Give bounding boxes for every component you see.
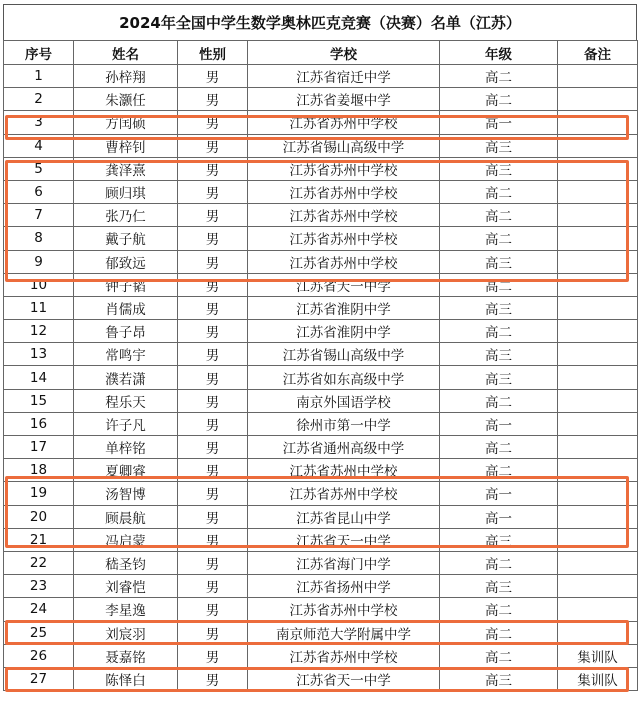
cell-gender: 男 bbox=[178, 296, 248, 319]
cell-gender: 男 bbox=[178, 111, 248, 134]
cell-name: 常鸣宇 bbox=[74, 343, 178, 366]
table-row bbox=[4, 667, 638, 690]
cell-name: 聂嘉铭 bbox=[74, 644, 178, 667]
table-row bbox=[4, 366, 638, 389]
cell-remark bbox=[558, 273, 638, 296]
cell-gender: 男 bbox=[178, 88, 248, 111]
cell-grade: 高二 bbox=[440, 65, 558, 88]
cell-grade: 高二 bbox=[440, 644, 558, 667]
cell-number: 11 bbox=[4, 296, 74, 319]
cell-name: 顾晨航 bbox=[74, 505, 178, 528]
cell-school: 南京师范大学附属中学 bbox=[248, 621, 440, 644]
cell-number: 12 bbox=[4, 320, 74, 343]
cell-name: 嵇圣钧 bbox=[74, 551, 178, 574]
cell-name: 濮若潇 bbox=[74, 366, 178, 389]
cell-remark bbox=[558, 598, 638, 621]
cell-school: 江苏省苏州中学校 bbox=[248, 157, 440, 180]
cell-gender: 男 bbox=[178, 180, 248, 203]
cell-gender: 男 bbox=[178, 459, 248, 482]
table-row bbox=[4, 389, 638, 412]
cell-number: 23 bbox=[4, 575, 74, 598]
cell-grade: 高二 bbox=[440, 621, 558, 644]
cell-number: 22 bbox=[4, 551, 74, 574]
cell-gender: 男 bbox=[178, 575, 248, 598]
table-row bbox=[4, 273, 638, 296]
cell-gender: 男 bbox=[178, 204, 248, 227]
cell-name: 郁致远 bbox=[74, 250, 178, 273]
cell-gender: 男 bbox=[178, 389, 248, 412]
cell-gender: 男 bbox=[178, 667, 248, 690]
cell-number: 6 bbox=[4, 180, 74, 203]
table-row bbox=[4, 482, 638, 505]
table-row bbox=[4, 459, 638, 482]
cell-school: 江苏省苏州中学校 bbox=[248, 111, 440, 134]
roster-sheet bbox=[3, 4, 637, 691]
cell-grade: 高三 bbox=[440, 134, 558, 157]
cell-number: 10 bbox=[4, 273, 74, 296]
header-remark: 备注 bbox=[558, 41, 638, 65]
header-name: 姓名 bbox=[74, 41, 178, 65]
table-row bbox=[4, 598, 638, 621]
cell-gender: 男 bbox=[178, 65, 248, 88]
cell-remark bbox=[558, 320, 638, 343]
cell-gender: 男 bbox=[178, 412, 248, 435]
cell-name: 刘睿恺 bbox=[74, 575, 178, 598]
cell-name: 许子凡 bbox=[74, 412, 178, 435]
cell-remark bbox=[558, 134, 638, 157]
table-row bbox=[4, 436, 638, 459]
table-row bbox=[4, 180, 638, 203]
cell-gender: 男 bbox=[178, 227, 248, 250]
cell-remark bbox=[558, 366, 638, 389]
cell-school: 江苏省天一中学 bbox=[248, 273, 440, 296]
cell-number: 26 bbox=[4, 644, 74, 667]
cell-name: 冯启蒙 bbox=[74, 528, 178, 551]
cell-grade: 高二 bbox=[440, 459, 558, 482]
cell-name: 张乃仁 bbox=[74, 204, 178, 227]
cell-school: 江苏省通州高级中学 bbox=[248, 436, 440, 459]
cell-remark bbox=[558, 111, 638, 134]
header-gender: 性别 bbox=[178, 41, 248, 65]
table-row bbox=[4, 621, 638, 644]
table-row bbox=[4, 111, 638, 134]
cell-remark bbox=[558, 180, 638, 203]
cell-number: 17 bbox=[4, 436, 74, 459]
table-row bbox=[4, 320, 638, 343]
cell-grade: 高三 bbox=[440, 250, 558, 273]
table-row bbox=[4, 88, 638, 111]
cell-school: 江苏省宿迁中学 bbox=[248, 65, 440, 88]
cell-remark: 集训队 bbox=[558, 667, 638, 690]
header-row bbox=[4, 41, 638, 65]
cell-name: 钟子韬 bbox=[74, 273, 178, 296]
cell-name: 李星逸 bbox=[74, 598, 178, 621]
cell-name: 朱灏任 bbox=[74, 88, 178, 111]
cell-remark bbox=[558, 389, 638, 412]
cell-remark bbox=[558, 621, 638, 644]
cell-grade: 高二 bbox=[440, 320, 558, 343]
cell-number: 5 bbox=[4, 157, 74, 180]
cell-name: 鲁子昂 bbox=[74, 320, 178, 343]
header-grade: 年级 bbox=[440, 41, 558, 65]
cell-number: 3 bbox=[4, 111, 74, 134]
cell-school: 江苏省苏州中学校 bbox=[248, 227, 440, 250]
cell-gender: 男 bbox=[178, 644, 248, 667]
table-row bbox=[4, 505, 638, 528]
header-number: 序号 bbox=[4, 41, 74, 65]
header-school: 学校 bbox=[248, 41, 440, 65]
cell-school: 江苏省锡山高级中学 bbox=[248, 134, 440, 157]
table-row bbox=[4, 343, 638, 366]
cell-gender: 男 bbox=[178, 551, 248, 574]
cell-school: 江苏省苏州中学校 bbox=[248, 482, 440, 505]
cell-school: 江苏省苏州中学校 bbox=[248, 459, 440, 482]
cell-school: 江苏省昆山中学 bbox=[248, 505, 440, 528]
cell-number: 15 bbox=[4, 389, 74, 412]
cell-school: 江苏省淮阴中学 bbox=[248, 296, 440, 319]
cell-gender: 男 bbox=[178, 436, 248, 459]
cell-number: 7 bbox=[4, 204, 74, 227]
cell-name: 曹梓钊 bbox=[74, 134, 178, 157]
cell-remark bbox=[558, 528, 638, 551]
cell-gender: 男 bbox=[178, 320, 248, 343]
cell-number: 16 bbox=[4, 412, 74, 435]
table-title: 2024年全国中学生数学奥林匹克竞赛（决赛）名单（江苏） bbox=[3, 4, 637, 40]
cell-grade: 高三 bbox=[440, 667, 558, 690]
cell-grade: 高一 bbox=[440, 412, 558, 435]
cell-number: 21 bbox=[4, 528, 74, 551]
cell-gender: 男 bbox=[178, 598, 248, 621]
cell-name: 龚泽熹 bbox=[74, 157, 178, 180]
cell-school: 江苏省如东高级中学 bbox=[248, 366, 440, 389]
cell-gender: 男 bbox=[178, 366, 248, 389]
cell-number: 13 bbox=[4, 343, 74, 366]
table-row bbox=[4, 528, 638, 551]
cell-gender: 男 bbox=[178, 528, 248, 551]
cell-gender: 男 bbox=[178, 273, 248, 296]
cell-number: 27 bbox=[4, 667, 74, 690]
cell-school: 南京外国语学校 bbox=[248, 389, 440, 412]
cell-school: 江苏省天一中学 bbox=[248, 667, 440, 690]
cell-gender: 男 bbox=[178, 134, 248, 157]
cell-school: 江苏省海门中学 bbox=[248, 551, 440, 574]
cell-name: 肖儒成 bbox=[74, 296, 178, 319]
cell-name: 单梓铭 bbox=[74, 436, 178, 459]
cell-grade: 高三 bbox=[440, 528, 558, 551]
cell-number: 18 bbox=[4, 459, 74, 482]
cell-school: 江苏省苏州中学校 bbox=[248, 180, 440, 203]
table-row bbox=[4, 227, 638, 250]
cell-remark bbox=[558, 157, 638, 180]
table-row bbox=[4, 157, 638, 180]
cell-number: 24 bbox=[4, 598, 74, 621]
cell-gender: 男 bbox=[178, 482, 248, 505]
cell-school: 江苏省苏州中学校 bbox=[248, 598, 440, 621]
cell-school: 江苏省苏州中学校 bbox=[248, 204, 440, 227]
cell-remark bbox=[558, 459, 638, 482]
table-row bbox=[4, 65, 638, 88]
cell-school: 江苏省扬州中学 bbox=[248, 575, 440, 598]
cell-name: 顾归琪 bbox=[74, 180, 178, 203]
cell-number: 2 bbox=[4, 88, 74, 111]
cell-grade: 高二 bbox=[440, 598, 558, 621]
table-row bbox=[4, 204, 638, 227]
table-row bbox=[4, 250, 638, 273]
cell-remark: 集训队 bbox=[558, 644, 638, 667]
cell-name: 刘宸羽 bbox=[74, 621, 178, 644]
table-body bbox=[4, 65, 638, 691]
cell-gender: 男 bbox=[178, 250, 248, 273]
cell-name: 夏卿睿 bbox=[74, 459, 178, 482]
cell-name: 方闰硕 bbox=[74, 111, 178, 134]
cell-grade: 高三 bbox=[440, 575, 558, 598]
roster-table bbox=[3, 40, 638, 691]
cell-grade: 高二 bbox=[440, 551, 558, 574]
cell-remark bbox=[558, 250, 638, 273]
table-row bbox=[4, 575, 638, 598]
cell-remark bbox=[558, 436, 638, 459]
cell-grade: 高二 bbox=[440, 436, 558, 459]
cell-grade: 高三 bbox=[440, 157, 558, 180]
cell-number: 20 bbox=[4, 505, 74, 528]
cell-gender: 男 bbox=[178, 505, 248, 528]
table-row bbox=[4, 412, 638, 435]
cell-school: 江苏省锡山高级中学 bbox=[248, 343, 440, 366]
cell-number: 14 bbox=[4, 366, 74, 389]
cell-name: 戴子航 bbox=[74, 227, 178, 250]
cell-remark bbox=[558, 296, 638, 319]
cell-grade: 高三 bbox=[440, 366, 558, 389]
cell-school: 江苏省天一中学 bbox=[248, 528, 440, 551]
table-row bbox=[4, 644, 638, 667]
cell-gender: 男 bbox=[178, 621, 248, 644]
cell-school: 江苏省淮阴中学 bbox=[248, 320, 440, 343]
cell-name: 孙梓翔 bbox=[74, 65, 178, 88]
cell-grade: 高三 bbox=[440, 343, 558, 366]
cell-remark bbox=[558, 412, 638, 435]
cell-remark bbox=[558, 204, 638, 227]
cell-number: 25 bbox=[4, 621, 74, 644]
cell-grade: 高二 bbox=[440, 389, 558, 412]
cell-name: 程乐天 bbox=[74, 389, 178, 412]
cell-remark bbox=[558, 551, 638, 574]
cell-school: 江苏省姜堰中学 bbox=[248, 88, 440, 111]
cell-grade: 高二 bbox=[440, 273, 558, 296]
cell-remark bbox=[558, 88, 638, 111]
table-row bbox=[4, 134, 638, 157]
cell-number: 19 bbox=[4, 482, 74, 505]
cell-remark bbox=[558, 482, 638, 505]
cell-grade: 高三 bbox=[440, 296, 558, 319]
cell-name: 汤智博 bbox=[74, 482, 178, 505]
cell-school: 徐州市第一中学 bbox=[248, 412, 440, 435]
cell-grade: 高一 bbox=[440, 505, 558, 528]
cell-grade: 高二 bbox=[440, 88, 558, 111]
cell-number: 1 bbox=[4, 65, 74, 88]
cell-remark bbox=[558, 227, 638, 250]
cell-name: 陈怿白 bbox=[74, 667, 178, 690]
cell-grade: 高一 bbox=[440, 111, 558, 134]
cell-remark bbox=[558, 65, 638, 88]
table-row bbox=[4, 551, 638, 574]
cell-gender: 男 bbox=[178, 157, 248, 180]
cell-grade: 高二 bbox=[440, 180, 558, 203]
cell-number: 4 bbox=[4, 134, 74, 157]
cell-remark bbox=[558, 575, 638, 598]
cell-remark bbox=[558, 343, 638, 366]
cell-number: 8 bbox=[4, 227, 74, 250]
cell-grade: 高二 bbox=[440, 227, 558, 250]
cell-grade: 高一 bbox=[440, 482, 558, 505]
cell-school: 江苏省苏州中学校 bbox=[248, 644, 440, 667]
cell-grade: 高二 bbox=[440, 204, 558, 227]
cell-gender: 男 bbox=[178, 343, 248, 366]
cell-remark bbox=[558, 505, 638, 528]
cell-school: 江苏省苏州中学校 bbox=[248, 250, 440, 273]
cell-number: 9 bbox=[4, 250, 74, 273]
table-row bbox=[4, 296, 638, 319]
